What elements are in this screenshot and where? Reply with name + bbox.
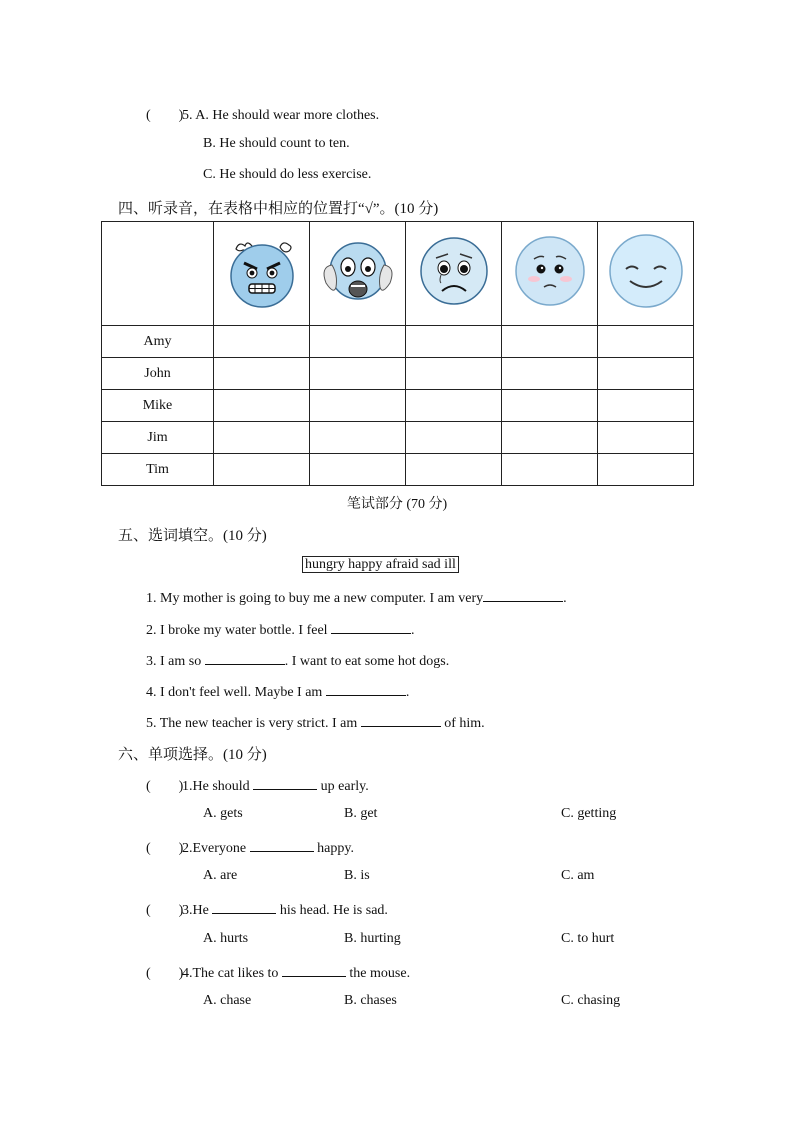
answer-blank[interactable] [483, 587, 563, 602]
check-cell[interactable] [310, 326, 406, 358]
table-row [102, 326, 694, 358]
fill-item-end: . [405, 685, 410, 700]
option-c: C. chasing [561, 993, 621, 1008]
student-name: Mike [102, 390, 214, 422]
check-cell[interactable] [502, 326, 598, 358]
question-end: up early. [317, 779, 369, 794]
fill-item-text: 2. I broke my water bottle. I feel [146, 623, 332, 638]
option-b: B. get [344, 806, 378, 821]
fill-item [146, 650, 449, 670]
answer-blank[interactable] [361, 712, 441, 727]
check-cell[interactable] [214, 390, 310, 422]
fill-item-text: 5. The new teacher is very strict. I am [146, 716, 361, 731]
table-header-row [102, 222, 694, 326]
question-text: 1.He should [182, 779, 254, 794]
answer-paren[interactable]: ( ) [146, 966, 184, 981]
question-end: happy. [313, 841, 354, 856]
check-cell[interactable] [406, 422, 502, 454]
fill-item-end: . [563, 591, 567, 606]
student-name: Tim [102, 454, 214, 486]
fill-item [146, 587, 567, 607]
answer-blank[interactable] [326, 681, 406, 696]
check-cell[interactable] [406, 390, 502, 422]
question-text: 4.The cat likes to [182, 966, 282, 981]
table-row [102, 422, 694, 454]
fill-item-end: . [411, 623, 415, 638]
check-cell[interactable] [598, 358, 694, 390]
check-cell[interactable] [310, 390, 406, 422]
face-cell [598, 222, 694, 326]
option-c: C. getting [561, 806, 617, 821]
angry-face-icon [222, 231, 302, 311]
option-b: B. is [344, 868, 370, 883]
smiling-face-icon [606, 231, 686, 311]
fill-item-end: of him. [440, 716, 485, 731]
fill-item [146, 712, 485, 732]
section5-title: 五、选词填空。(10 分) [118, 528, 267, 544]
answer-paren[interactable]: ( ) [146, 108, 184, 123]
section6-title: 六、单项选择。(10 分) [118, 747, 267, 763]
fill-item [146, 619, 415, 639]
face-cell [214, 222, 310, 326]
fill-item [146, 681, 409, 701]
check-cell[interactable] [214, 454, 310, 486]
check-cell[interactable] [502, 422, 598, 454]
fill-item-text: 3. I am so [146, 654, 205, 669]
question-end: his head. He is sad. [276, 903, 388, 918]
q5-stem-line [146, 104, 379, 124]
table-row [102, 390, 694, 422]
check-cell[interactable] [310, 358, 406, 390]
check-cell[interactable] [406, 358, 502, 390]
table-row [102, 454, 694, 486]
option-a: A. chase [203, 993, 252, 1008]
mc-question [146, 962, 410, 982]
word-bank [302, 557, 459, 573]
option-c: C. to hurt [561, 931, 615, 946]
written-part-heading: 笔试部分 (70 分) [346, 497, 448, 512]
option-b: B. hurting [344, 931, 401, 946]
answer-paren[interactable]: ( ) [146, 779, 184, 794]
question-end: the mouse. [345, 966, 411, 981]
fill-item-text: 4. I don't feel well. Maybe I am [146, 685, 326, 700]
corner-cell [102, 222, 214, 326]
q5-stem: 5. A. He should wear more clothes. [182, 108, 380, 123]
face-cell [310, 222, 406, 326]
face-cell [502, 222, 598, 326]
table-row [102, 358, 694, 390]
check-cell[interactable] [310, 422, 406, 454]
answer-blank [253, 775, 317, 790]
face-cell [406, 222, 502, 326]
answer-blank [212, 899, 276, 914]
option-a: A. gets [203, 806, 243, 821]
check-cell[interactable] [502, 454, 598, 486]
scared-face-icon [316, 231, 400, 311]
check-cell[interactable] [598, 326, 694, 358]
word-bank-box: hungry happy afraid sad ill [302, 556, 459, 573]
option-b: B. chases [344, 993, 397, 1008]
check-cell[interactable] [310, 454, 406, 486]
option-a: A. hurts [203, 931, 249, 946]
student-name: Jim [102, 422, 214, 454]
student-name: John [102, 358, 214, 390]
check-cell[interactable] [598, 390, 694, 422]
answer-blank[interactable] [205, 650, 285, 665]
section4-title: 四、听录音，在表格中相应的位置打“√”。(10 分) [118, 201, 439, 217]
question-text: 2.Everyone [182, 841, 250, 856]
q5-option-b: B. He should count to ten. [203, 136, 350, 151]
answer-blank[interactable] [331, 619, 411, 634]
check-cell[interactable] [598, 454, 694, 486]
listening-table [101, 221, 694, 486]
check-cell[interactable] [598, 422, 694, 454]
mc-question [146, 775, 369, 795]
q5-option-c: C. He should do less exercise. [203, 167, 372, 182]
question-text: 3.He [182, 903, 213, 918]
answer-blank [250, 837, 314, 852]
student-name: Amy [102, 326, 214, 358]
check-cell[interactable] [502, 390, 598, 422]
mc-question [146, 837, 354, 857]
check-cell[interactable] [214, 422, 310, 454]
check-cell[interactable] [406, 454, 502, 486]
fill-item-text: 1. My mother is going to buy me a new computer. I am very [146, 591, 484, 606]
check-cell[interactable] [214, 358, 310, 390]
option-c: C. am [561, 868, 595, 883]
check-cell[interactable] [406, 326, 502, 358]
answer-blank [282, 962, 346, 977]
answer-paren[interactable]: ( ) [146, 903, 184, 918]
check-cell[interactable] [502, 358, 598, 390]
worried-face-icon [510, 231, 590, 311]
crying-face-icon [414, 231, 494, 311]
check-cell[interactable] [214, 326, 310, 358]
answer-paren[interactable]: ( ) [146, 841, 184, 856]
mc-question [146, 899, 388, 919]
fill-item-end: . I want to eat some hot dogs. [284, 654, 450, 669]
option-a: A. are [203, 868, 238, 883]
